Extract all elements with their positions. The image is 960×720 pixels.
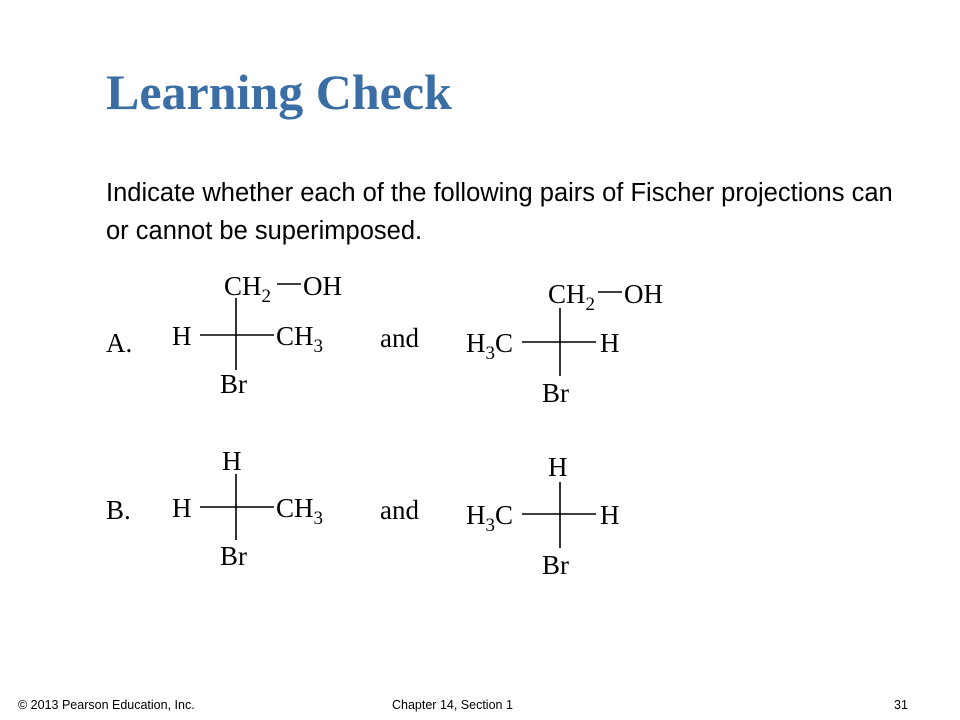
question-a (106, 271, 663, 408)
top-group: $CH_2$ (224, 271, 272, 307)
top-group: H (548, 452, 568, 482)
top-group-tail: OH (624, 279, 663, 309)
right-group: H (600, 328, 620, 358)
question-a-right-projection (466, 279, 663, 408)
left-group: H (172, 321, 192, 351)
slide-title: Learning Check (106, 64, 452, 120)
question-b-left-projection (172, 446, 323, 571)
left-group: H (172, 493, 192, 523)
right-group: $CH_3$ (276, 493, 324, 529)
right-group: $CH_3$ (276, 321, 324, 357)
bottom-group: Br (542, 550, 569, 580)
question-a-left-projection (172, 271, 342, 399)
bottom-group: Br (542, 378, 569, 408)
question-b (106, 446, 620, 580)
question-b-right-projection (466, 452, 620, 580)
left-group: $H_3C$ (466, 328, 514, 364)
top-group-tail: OH (303, 271, 342, 301)
bottom-group: Br (220, 369, 247, 399)
question-text: Indicate whether each of the following pairs of Fischer projections can or cannot be superimposed. (106, 179, 893, 245)
footer-page-number: 31 (894, 698, 908, 712)
question-b-connector: and (380, 495, 419, 525)
top-group: $CH_2$ (548, 279, 596, 315)
question-a-label: A. (106, 328, 133, 358)
bottom-group: Br (220, 541, 247, 571)
question-b-label: B. (106, 495, 131, 525)
top-group: H (222, 446, 242, 476)
question-a-connector: and (380, 323, 419, 353)
footer-chapter: Chapter 14, Section 1 (392, 698, 513, 712)
footer-copyright: © 2013 Pearson Education, Inc. (18, 698, 195, 712)
left-group: $H_3C$ (466, 500, 514, 536)
right-group: H (600, 500, 620, 530)
